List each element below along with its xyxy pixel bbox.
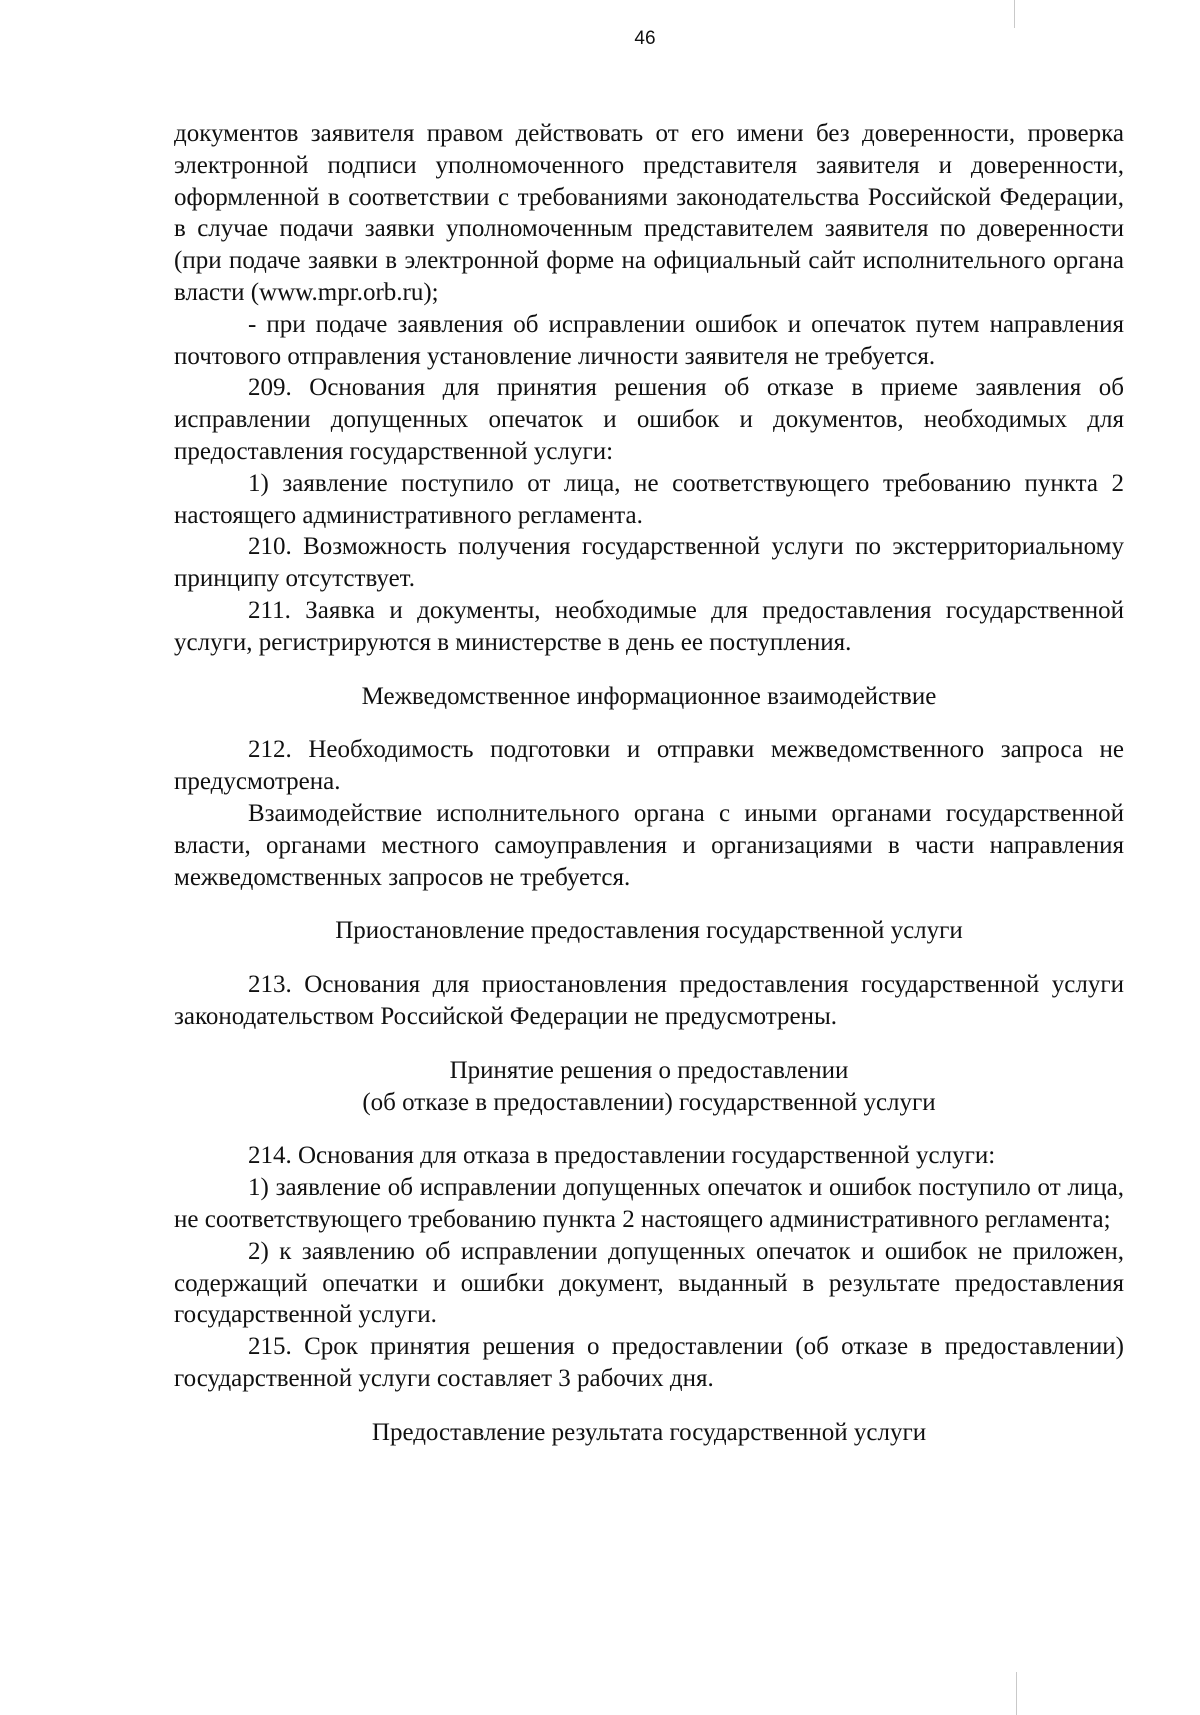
paragraph-215: 215. Срок принятия решения о предоставлении (об отказе в предоставлении) государственной услуги составляет 3 рабочих дня. bbox=[174, 1333, 1124, 1392]
scan-artifact-bottom-right bbox=[1016, 1672, 1017, 1715]
paragraph-210: 210. Возможность получения государственной услуги по экстерриториальному принципу отсутствует. bbox=[174, 533, 1124, 593]
document-body bbox=[174, 118, 1124, 1448]
paragraph-214: 214. Основания для отказа в предоставлении государственной услуги: bbox=[248, 1142, 996, 1170]
paragraph-postal-note: - при подаче заявления об исправлении ошибок и опечаток путем направления почтового отправления установление личности заявителя не требуется. bbox=[174, 310, 1124, 370]
paragraph-212: 212. Необходимость подготовки и отправки межведомственного запроса не предусмотрена. bbox=[174, 736, 1124, 796]
paragraph-continued: документов заявителя правом действовать от его имени без доверенности, проверка электронной подписи уполномоченного представителя заявителя и доверенности, оформленной в соответствии с требованиями законодательства Российской Федерации, в случае подачи заявки уполномоченным представителем заявителя по доверенности (при подаче заявки в электронной форме на официальный сайт исполнительного органа власти (www.mpr.orb.ru); bbox=[174, 120, 1124, 306]
section-heading-decision bbox=[174, 1055, 1124, 1119]
paragraph-209: 209. Основания для принятия решения об отказе в приеме заявления об исправлении допущенных опечаток и ошибок и документов, необходимых для предоставления государственной услуги: bbox=[174, 374, 1124, 465]
paragraph-interaction: Взаимодействие исполнительного органа с иными органами государственной власти, органами местного самоуправления и организациями в части направления межведомственных запросов не требуется. bbox=[174, 799, 1124, 891]
paragraph-214-item-1: 1) заявление об исправлении допущенных опечаток и ошибок поступило от лица, не соответствующего требованию пункта 2 настоящего административного регламента; bbox=[174, 1174, 1124, 1233]
paragraph-209-item-1: 1) заявление поступило от лица, не соответствующего требованию пункта 2 настоящего административного регламента. bbox=[174, 469, 1124, 529]
section-heading-result: Предоставление результата государственной услуги bbox=[371, 1418, 927, 1446]
paragraph-211: 211. Заявка и документы, необходимые для предоставления государственной услуги, регистрируются в министерстве в день ее поступления. bbox=[174, 596, 1124, 656]
section-heading-suspension: Приостановление предоставления государственной услуги bbox=[335, 917, 963, 945]
page-number: 46 bbox=[634, 28, 656, 49]
section-heading-interagency: Межведомственное информационное взаимодействие bbox=[361, 682, 937, 710]
scan-artifact-top-right bbox=[1014, 0, 1015, 28]
paragraph-213: 213. Основания для приостановления предоставления государственной услуги законодательством Российской Федерации не предусмотрены. bbox=[174, 971, 1124, 1030]
section-heading-decision-line-2: (об отказе в предоставлении) государственной услуги bbox=[362, 1088, 936, 1116]
paragraph-214-item-2: 2) к заявлению об исправлении допущенных опечаток и ошибок не приложен, содержащий опечатки и ошибки документ, выданный в результате предоставления государственной услуги. bbox=[174, 1237, 1124, 1329]
section-heading-decision-line-1: Принятие решения о предоставлении bbox=[449, 1056, 849, 1084]
